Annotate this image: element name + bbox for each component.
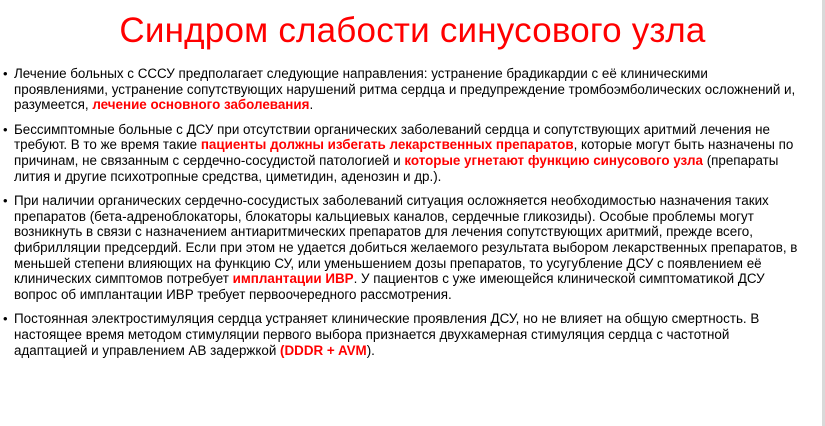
text-run: При наличии органических сердечно-сосудистых заболеваний ситуация осложняется необходимостью назначения таких препаратов (бета-адреноблокаторы, блокаторы кальциевых каналов, сердечные гликозиды). Особые проблемы могут возникнуть в связи с назначением антиаритмических препаратов для лечения сопутствующих аритмий, прежде всего, фибрилляции предсердий. Если при этом не удается добиться желаемого результата выбором лекарственных препаратов, в меньшей степени влияющих на функцию СУ, или уменьшением дозы препаратов, то усугубление ДСУ с появлением её клинических симптомов потребует <box>14 193 798 287</box>
bullet-text <box>14 193 797 302</box>
bullet-item <box>0 66 800 113</box>
text-run: (препараты лития и другие психотропные средства, циметидин, аденозин и др.). <box>14 152 779 184</box>
bullet-dot-icon: • <box>3 311 8 327</box>
text-run: . У пациентов с уже имеющейся клинической симптоматикой ДСУ вопрос об имплантации ИВР требует первоочередного рассмотрения. <box>14 271 765 302</box>
highlighted-text: лечение основного заболевания <box>92 97 310 113</box>
highlighted-text: пациенты должны избегать лекарственных препаратов <box>200 137 574 153</box>
bullet-dot-icon: • <box>3 193 8 209</box>
bullet-list <box>0 66 800 367</box>
text-run: Постоянная электростимуляция сердца устраняет клинические проявления ДСУ, но не влияет на общую смертность. В настоящее время методом стимуляции первого выбора признается двухкамерная стимуляция сердца с частотной адаптацией и управлением АВ задержкой <box>14 311 760 358</box>
bullet-item <box>0 311 800 358</box>
highlighted-text: имплантации ИВР <box>232 271 354 287</box>
bullet-item <box>0 193 800 302</box>
bullet-item <box>0 122 800 184</box>
bullet-text <box>14 311 759 357</box>
bullet-dot-icon: • <box>3 66 8 81</box>
bullet-text <box>14 122 793 184</box>
highlighted-text: которые угнетают функцию синусового узла <box>404 152 703 168</box>
text-run: . <box>309 97 314 113</box>
text-run: Бессимптомные больные с ДСУ при отсутствии органических заболеваний сердца и сопутствующих аритмий лечения не требуют. В то же время такие <box>14 121 770 153</box>
text-run: , которые могут быть назначены по причинам, не связанным с сердечно-сосудистой патологией и <box>14 137 794 168</box>
highlighted-text: (DDDR + AVM <box>280 342 367 358</box>
bullet-text <box>14 66 795 112</box>
text-run: Лечение больных с СССУ предполагает следующие направления: устранение брадикардии с её клиническими проявлениями, устранение сопутствующих нарушений ритма сердца и предупреждение тромбоэмболических осложнений и, разумеется, <box>14 66 796 113</box>
text-run: ). <box>366 342 375 358</box>
bullet-dot-icon: • <box>3 121 8 137</box>
slide-title: Синдром слабости синусового узла <box>119 11 706 50</box>
